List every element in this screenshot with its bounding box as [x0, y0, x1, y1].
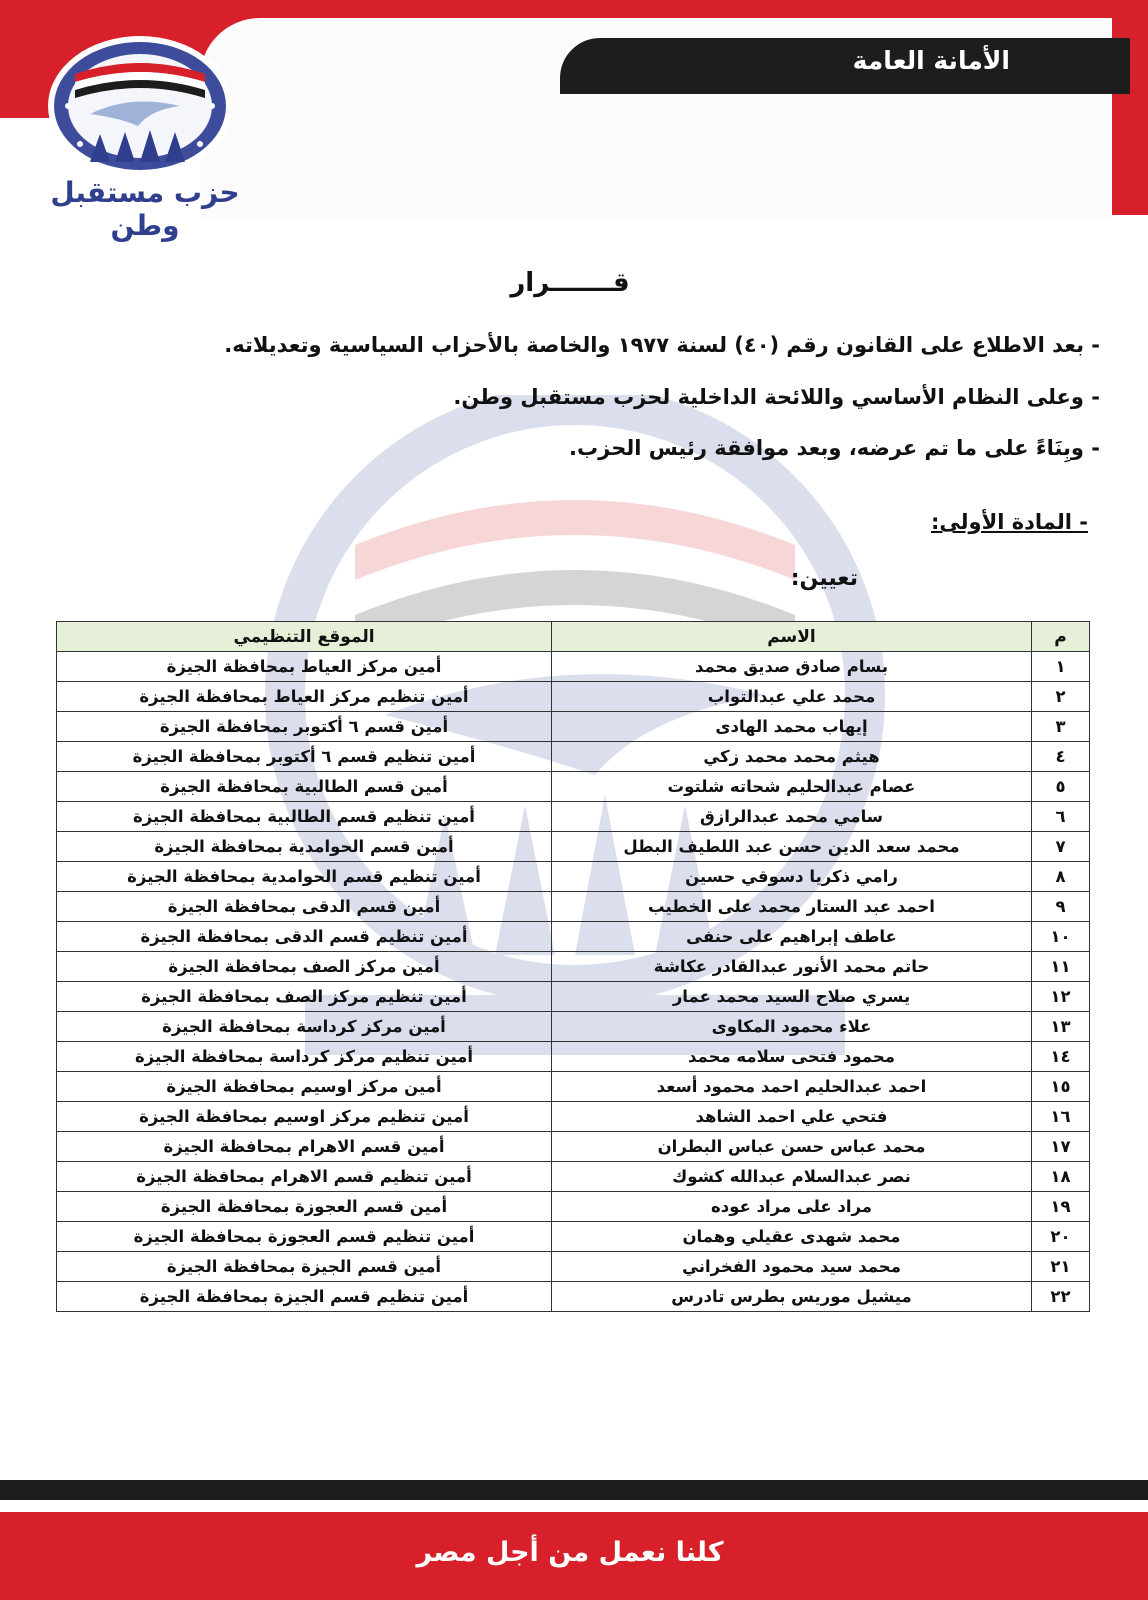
cell-name: محمود فتحى سلامه محمد	[552, 1042, 1032, 1072]
cell-name: حاتم محمد الأنور عبدالقادر عكاشة	[552, 952, 1032, 982]
cell-position: أمين مركز كرداسة بمحافظة الجيزة	[57, 1012, 552, 1042]
cell-name: علاء محمود المكاوى	[552, 1012, 1032, 1042]
table-row	[57, 652, 1090, 682]
appointments-table	[56, 621, 1090, 1312]
table-row	[57, 1192, 1090, 1222]
cell-position: أمين قسم العجوزة بمحافظة الجيزة	[57, 1192, 552, 1222]
table-row	[57, 832, 1090, 862]
cell-num: ١٨	[1032, 1162, 1090, 1192]
table-row	[57, 1222, 1090, 1252]
footer-white-gap	[0, 1500, 1148, 1512]
cell-num: ١٩	[1032, 1192, 1090, 1222]
cell-num: ٢	[1032, 682, 1090, 712]
cell-position: أمين تنظيم قسم الجيزة بمحافظة الجيزة	[57, 1282, 552, 1312]
cell-name: محمد علي عبدالتواب	[552, 682, 1032, 712]
table-row	[57, 802, 1090, 832]
cell-position: أمين قسم الطالبية بمحافظة الجيزة	[57, 772, 552, 802]
cell-name: نصر عبدالسلام عبدالله كشوك	[552, 1162, 1032, 1192]
cell-position: أمين تنظيم مركز اوسيم بمحافظة الجيزة	[57, 1102, 552, 1132]
cell-num: ١٧	[1032, 1132, 1090, 1162]
cell-num: ٦	[1032, 802, 1090, 832]
decree-clause-1: - بعد الاطلاع على القانون رقم (٤٠) لسنة ١٩٧٧ والخاصة بالأحزاب السياسية وتعديلاته.	[224, 333, 1100, 357]
cell-name: عصام عبدالحليم شحاته شلتوت	[552, 772, 1032, 802]
table-row	[57, 772, 1090, 802]
cell-position: أمين قسم الجيزة بمحافظة الجيزة	[57, 1252, 552, 1282]
cell-num: ٣	[1032, 712, 1090, 742]
cell-num: ١٢	[1032, 982, 1090, 1012]
footer-slogan: كلنا نعمل من أجل مصر	[416, 1537, 724, 1568]
footer-black-bar	[0, 1480, 1148, 1500]
decree-clause-2: - وعلى النظام الأساسي واللائحة الداخلية لحزب مستقبل وطن.	[453, 385, 1100, 409]
cell-position: أمين قسم الاهرام بمحافظة الجيزة	[57, 1132, 552, 1162]
cell-position: أمين مركز الصف بمحافظة الجيزة	[57, 952, 552, 982]
cell-position: أمين مركز اوسيم بمحافظة الجيزة	[57, 1072, 552, 1102]
cell-name: احمد عبدالحليم احمد محمود أسعد	[552, 1072, 1032, 1102]
cell-num: ١٤	[1032, 1042, 1090, 1072]
cell-position: أمين قسم الحوامدية بمحافظة الجيزة	[57, 832, 552, 862]
cell-num: ٧	[1032, 832, 1090, 862]
table-row	[57, 1282, 1090, 1312]
cell-name: رامي ذكريا دسوقي حسين	[552, 862, 1032, 892]
cell-num: ٢٢	[1032, 1282, 1090, 1312]
cell-num: ٩	[1032, 892, 1090, 922]
table-header-row	[57, 622, 1090, 652]
cell-name: محمد سيد محمود الفخراني	[552, 1252, 1032, 1282]
header-name: الاسم	[552, 622, 1032, 652]
cell-num: ٢١	[1032, 1252, 1090, 1282]
cell-num: ١٠	[1032, 922, 1090, 952]
table-row	[57, 682, 1090, 712]
cell-name: يسري صلاح السيد محمد عمار	[552, 982, 1032, 1012]
cell-name: إيهاب محمد الهادى	[552, 712, 1032, 742]
cell-position: أمين تنظيم قسم الحوامدية بمحافظة الجيزة	[57, 862, 552, 892]
eagle-flag-emblem-icon	[20, 34, 270, 184]
cell-name: بسام صادق صديق محمد	[552, 652, 1032, 682]
article-heading	[788, 510, 1088, 544]
header-num: م	[1032, 622, 1090, 652]
table-row	[57, 742, 1090, 772]
cell-position: أمين تنظيم قسم الطالبية بمحافظة الجيزة	[57, 802, 552, 832]
table-row	[57, 1012, 1090, 1042]
cell-position: أمين مركز العياط بمحافظة الجيزة	[57, 652, 552, 682]
table-row	[57, 1072, 1090, 1102]
cell-name: عاطف إبراهيم على حنفى	[552, 922, 1032, 952]
table-row	[57, 1252, 1090, 1282]
table-row	[57, 952, 1090, 982]
cell-num: ١	[1032, 652, 1090, 682]
table-row	[57, 922, 1090, 952]
header-red-edge	[1112, 0, 1148, 215]
decree-title: قـــــــرار	[510, 268, 630, 298]
table-row	[57, 1162, 1090, 1192]
cell-position: أمين تنظيم قسم ٦ أكتوبر بمحافظة الجيزة	[57, 742, 552, 772]
section-title: الأمانة العامة	[852, 46, 1010, 75]
article-heading-text: - المادة الأولى:	[931, 510, 1088, 534]
cell-num: ١٦	[1032, 1102, 1090, 1132]
cell-name: سامي محمد عبدالرازق	[552, 802, 1032, 832]
cell-position: أمين تنظيم قسم العجوزة بمحافظة الجيزة	[57, 1222, 552, 1252]
cell-position: أمين تنظيم مركز كرداسة بمحافظة الجيزة	[57, 1042, 552, 1072]
table-row	[57, 862, 1090, 892]
cell-num: ٢٠	[1032, 1222, 1090, 1252]
header-position: الموقع التنظيمي	[57, 622, 552, 652]
cell-num: ٤	[1032, 742, 1090, 772]
cell-num: ١٣	[1032, 1012, 1090, 1042]
cell-num: ٨	[1032, 862, 1090, 892]
cell-position: أمين تنظيم مركز الصف بمحافظة الجيزة	[57, 982, 552, 1012]
cell-name: محمد عباس حسن عباس البطران	[552, 1132, 1032, 1162]
cell-position: أمين تنظيم قسم الدقى بمحافظة الجيزة	[57, 922, 552, 952]
cell-name: هيثم محمد محمد زكي	[552, 742, 1032, 772]
cell-name: فتحي علي احمد الشاهد	[552, 1102, 1032, 1132]
cell-num: ٥	[1032, 772, 1090, 802]
cell-name: محمد سعد الدين حسن عبد اللطيف البطل	[552, 832, 1032, 862]
table-row	[57, 982, 1090, 1012]
cell-num: ١٥	[1032, 1072, 1090, 1102]
cell-position: أمين قسم الدقى بمحافظة الجيزة	[57, 892, 552, 922]
decree-clause-3: - وبِنَاءً على ما تم عرضه، وبعد موافقة رئيس الحزب.	[569, 436, 1100, 460]
party-name: حزب مستقبل وطن	[50, 176, 240, 242]
party-logo	[20, 34, 270, 242]
table-row	[57, 712, 1090, 742]
cell-name: مراد على مراد عوده	[552, 1192, 1032, 1222]
cell-position: أمين تنظيم مركز العياط بمحافظة الجيزة	[57, 682, 552, 712]
cell-position: أمين تنظيم قسم الاهرام بمحافظة الجيزة	[57, 1162, 552, 1192]
cell-name: محمد شهدى عقيلي وهمان	[552, 1222, 1032, 1252]
table-row	[57, 1102, 1090, 1132]
table-row	[57, 1132, 1090, 1162]
cell-name: ميشيل موريس بطرس تادرس	[552, 1282, 1032, 1312]
cell-position: أمين قسم ٦ أكتوبر بمحافظة الجيزة	[57, 712, 552, 742]
cell-name: احمد عبد الستار محمد على الخطيب	[552, 892, 1032, 922]
table-row	[57, 1042, 1090, 1072]
appointment-heading: تعيين:	[790, 566, 858, 591]
cell-num: ١١	[1032, 952, 1090, 982]
table-row	[57, 892, 1090, 922]
